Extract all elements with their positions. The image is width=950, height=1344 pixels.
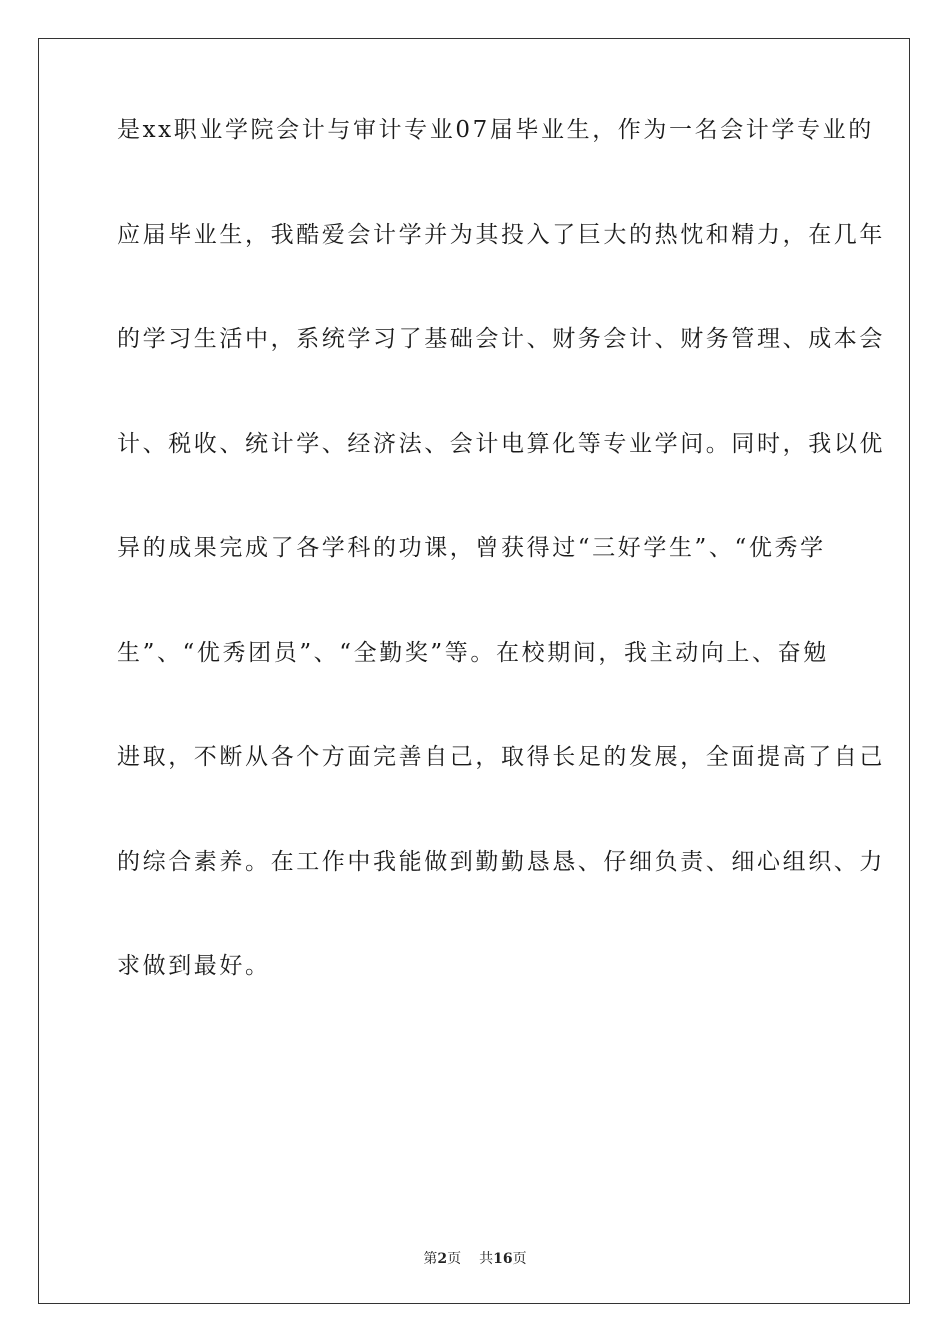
paragraph-line: 生”、“优秀团员”、“全勤奖”等。在校期间，我主动向上、奋勉 xyxy=(117,639,829,666)
paragraph-line: 计、税收、统计学、经济法、会计电算化等专业学问。同时，我以优 xyxy=(117,430,885,457)
paragraph-line: 的综合素养。在工作中我能做到勤勤恳恳、仔细负责、细心组织、力 xyxy=(117,848,885,875)
page-number: 2 xyxy=(437,1251,448,1267)
total-pages: 16 xyxy=(493,1251,513,1267)
paragraph-line: 应届毕业生，我酷爱会计学并为其投入了巨大的热忱和精力，在几年 xyxy=(117,221,885,248)
page-prefix: 第 xyxy=(423,1251,438,1267)
paragraph-line: 异的成果完成了各学科的功课，曾获得过“三好学生”、“优秀学 xyxy=(117,535,826,561)
paragraph-line: 是xx职业学院会计与审计专业07届毕业生，作为一名会计学专业的 xyxy=(117,117,874,143)
page-footer xyxy=(0,1248,950,1268)
document-body xyxy=(117,117,885,1071)
total-prefix: 共 xyxy=(479,1251,494,1267)
total-suffix: 页 xyxy=(512,1251,527,1267)
page-suffix: 页 xyxy=(447,1251,462,1267)
paragraph-line: 求做到最好。 xyxy=(117,953,271,979)
paragraph-line: 的学习生活中，系统学习了基础会计、财务会计、财务管理、成本会 xyxy=(117,326,885,352)
paragraph-line: 进取，不断从各个方面完善自己，取得长足的发展，全面提高了自己 xyxy=(117,744,885,770)
